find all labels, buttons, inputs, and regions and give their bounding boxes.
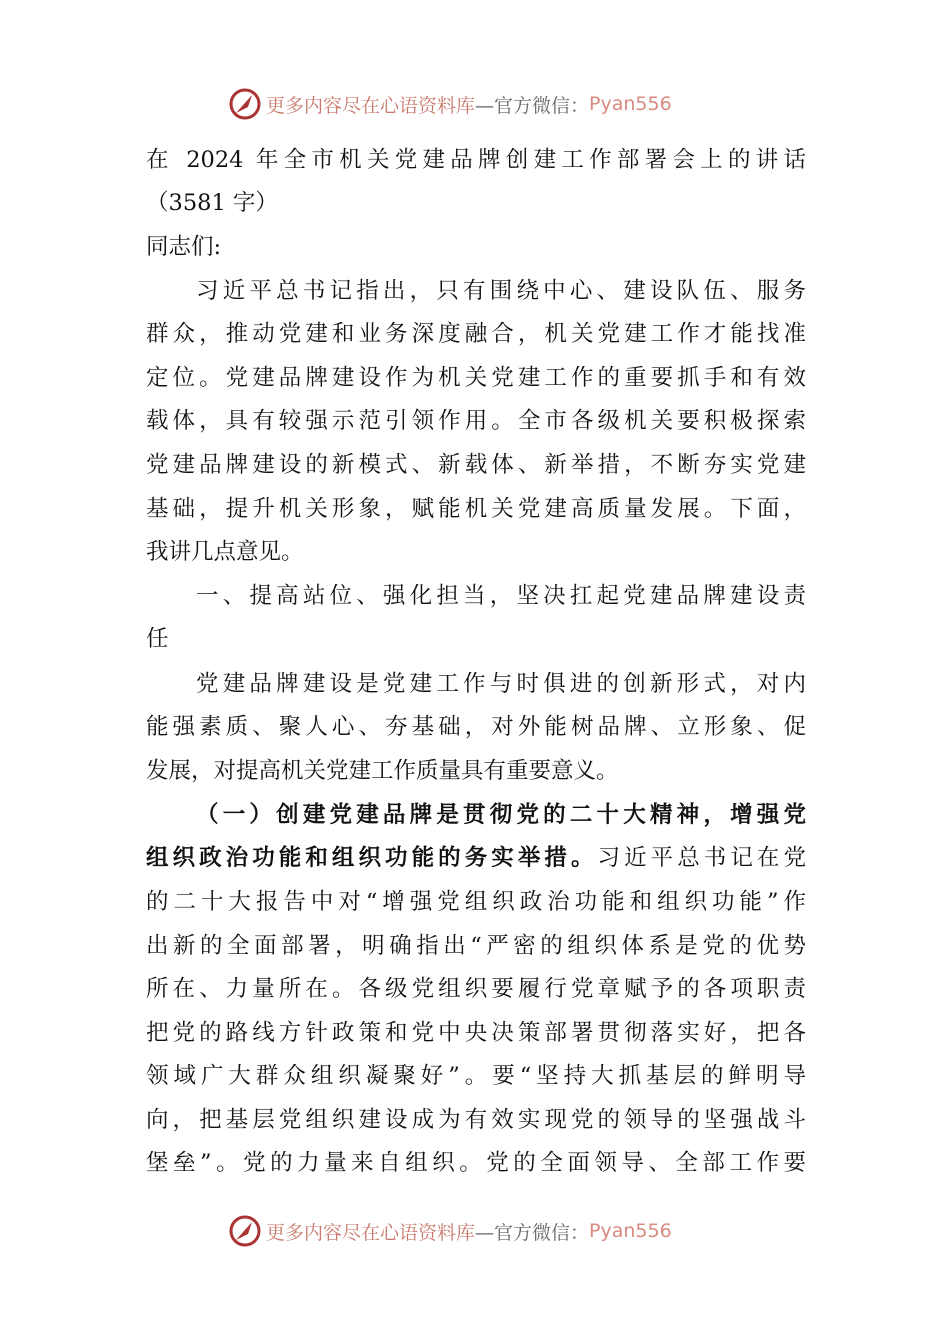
quill-logo-icon — [228, 1214, 262, 1248]
text-line: 群众，推动党建和业务深度融合，机关党建工作才能找准 — [146, 321, 806, 347]
document-title: 在 2024 年全市机关党建品牌创建工作部署会上的讲话 — [146, 147, 806, 173]
text-line: 我讲几点意见。 — [146, 539, 304, 565]
text-line: 领域广大群众组织凝聚好”。要“坚持大抓基层的鲜明导 — [146, 1063, 806, 1089]
text-line: 习近平总书记指出，只有围绕中心、建设队伍、服务 — [196, 278, 806, 304]
watermark-text: 更多内容尽在心语资料库 — [266, 94, 476, 117]
subheading: 组织政治功能和组织功能的务实举措。 — [146, 845, 598, 871]
text-line: 载体，具有较强示范引领作用。全市各级机关要积极探索 — [146, 408, 806, 434]
text-line: 定位。党建品牌建设作为机关党建工作的重要抓手和有效 — [146, 365, 806, 391]
text-line — [146, 843, 806, 873]
text-line: 所在、力量所在。各级党组织要履行党章赋予的各项职责 — [146, 976, 806, 1002]
text-line: 党建品牌建设是党建工作与时俱进的创新形式，对内 — [196, 671, 806, 697]
text-line: 把党的路线方针政策和党中央决策部署贯彻落实好，把各 — [146, 1020, 806, 1046]
word-count: （3581 字） — [146, 190, 278, 216]
watermark-text: —官方微信： — [475, 94, 590, 117]
subheading: （一）创建党建品牌是贯彻党的二十大精神，增强党 — [196, 802, 806, 828]
section-heading: 任 — [146, 626, 169, 652]
salutation: 同志们: — [146, 234, 222, 260]
watermark-footer — [228, 1211, 672, 1251]
watermark-wechat: Pyan556 — [589, 1220, 672, 1242]
watermark-text: —官方微信： — [475, 1221, 590, 1244]
text-span: 习近平总书记在党 — [597, 845, 806, 871]
section-heading: 一、提高站位、强化担当，坚决扛起党建品牌建设责 — [196, 583, 806, 609]
watermark-text: 更多内容尽在心语资料库 — [266, 1221, 476, 1244]
text-line: 发展，对提高机关党建工作质量具有重要意义。 — [146, 758, 619, 784]
text-line: 党建品牌建设的新模式、新载体、新举措，不断夯实党建 — [146, 452, 806, 478]
text-line: 堡垒”。党的力量来自组织。党的全面领导、全部工作要 — [146, 1150, 806, 1176]
watermark-wechat: Pyan556 — [589, 93, 672, 115]
text-line: 向，把基层党组织建设成为有效实现党的领导的坚强战斗 — [146, 1107, 806, 1133]
text-line: 基础，提升机关形象，赋能机关党建高质量发展。下面， — [146, 496, 806, 522]
text-line: 能强素质、聚人心、夯基础，对外能树品牌、立形象、促 — [146, 714, 806, 740]
text-line: 的二十大报告中对“增强党组织政治功能和组织功能”作 — [146, 889, 806, 915]
quill-logo-icon — [228, 87, 262, 121]
text-line: 出新的全面部署，明确指出“严密的组织体系是党的优势 — [146, 933, 806, 959]
watermark-header — [228, 84, 672, 124]
